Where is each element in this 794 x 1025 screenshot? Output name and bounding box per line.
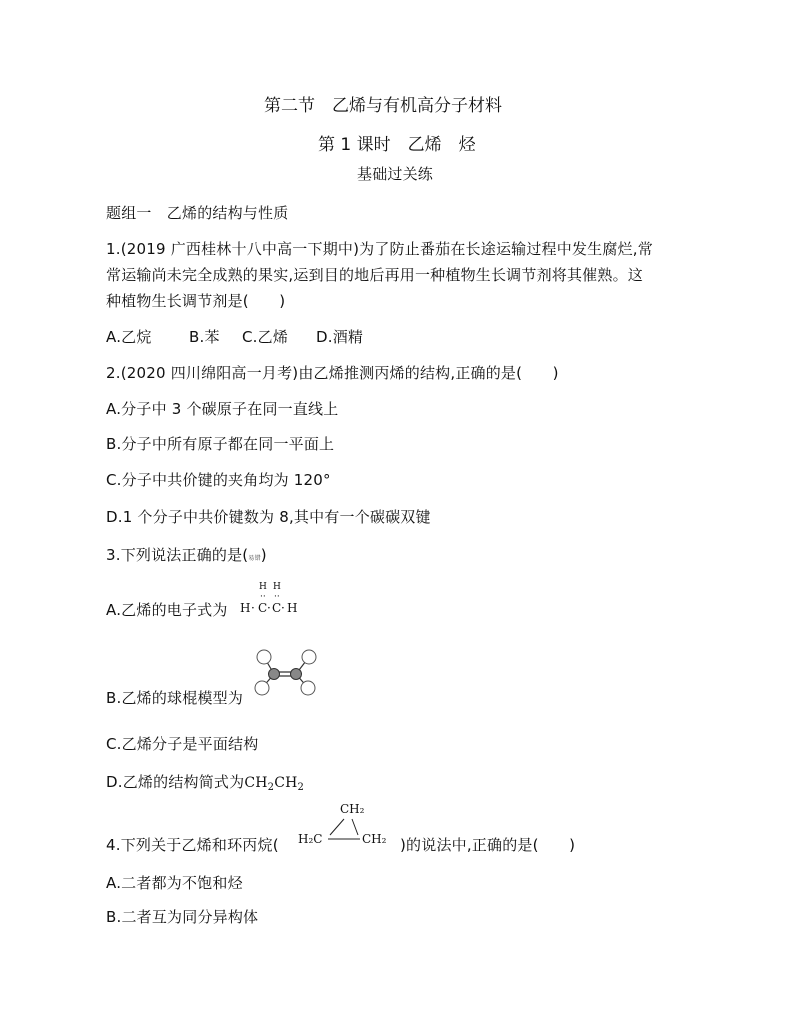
q3-option-d: [106, 771, 304, 793]
q2-option-c: C.分子中共价键的夹角均为 120°: [106, 471, 331, 489]
q1-stem-line1: 1.(2019 广西桂林十八中高一下期中)为了防止番茄在长途运输过程中发生腐烂,常: [106, 240, 653, 258]
q2-option-a: A.分子中 3 个碳原子在同一直线上: [106, 400, 339, 418]
ring-bonds: [296, 802, 404, 852]
c-atom: [291, 669, 302, 680]
q3-stem: [106, 544, 267, 565]
ef-dots-c2: ··: [274, 592, 280, 602]
h-atom: [257, 650, 271, 664]
ring-left-h2c: H₂C: [298, 832, 323, 846]
q3-option-a: A.乙烯的电子式为: [106, 601, 228, 619]
ring-right-ch2: CH₂: [362, 832, 387, 846]
q3-option-c: C.乙烯分子是平面结构: [106, 735, 259, 753]
ethylene-electron-formula: [240, 582, 300, 616]
ef-dot-3: ·: [281, 601, 285, 615]
q4-stem-suffix: )的说法中,正确的是( ): [400, 836, 576, 854]
q1-stem-line3: 种植物生长调节剂是( ): [106, 292, 286, 310]
q2-stem: 2.(2020 四川绵阳高一月考)由乙烯推测丙烯的结构,正确的是( ): [106, 364, 559, 382]
formula-sub: 2: [267, 782, 275, 793]
lesson-title: 第 1 课时 乙烯 烃: [318, 135, 476, 155]
ef-h-top-right: H: [273, 582, 281, 592]
h-atom: [301, 681, 315, 695]
c-atom: [269, 669, 280, 680]
formula-ch: CH: [244, 775, 268, 791]
ef-c2: C: [272, 601, 282, 615]
ring-top-ch2: CH₂: [340, 802, 365, 816]
ef-h-right: H: [287, 601, 298, 615]
ef-c1: C: [258, 601, 268, 615]
q3-stem-suffix: ): [260, 546, 267, 564]
q1-option-a: A.乙烷: [106, 328, 152, 346]
q1-option-d: D.酒精: [316, 328, 364, 346]
q2-option-d: D.1 个分子中共价键数为 8,其中有一个碳碳双键: [106, 508, 431, 526]
q4-option-b: B.二者互为同分异构体: [106, 908, 259, 926]
cyclopropane-structure: [296, 802, 404, 852]
ef-dot-1: ·: [251, 601, 255, 615]
ball-stick-model: [248, 648, 324, 698]
ef-dots-c1: ··: [260, 592, 266, 602]
ef-h-top-left: H: [259, 582, 267, 592]
q1-option-c: C.乙烯: [242, 328, 289, 346]
formula-ch-2: CH: [274, 775, 298, 791]
formula-sub-2: 2: [297, 782, 305, 793]
ch2ch2-formula: [244, 775, 304, 791]
q3-option-b: B.乙烯的球棍模型为: [106, 689, 244, 707]
group-title: 题组一 乙烯的结构与性质: [106, 204, 289, 222]
difficulty-tag: 易错: [248, 555, 261, 562]
h-atom: [302, 650, 316, 664]
ef-h-left: H: [240, 601, 251, 615]
practice-title: 基础过关练: [357, 165, 434, 183]
q1-stem-line2: 常运输尚未完全成熟的果实,运到目的地后再用一种植物生长调节剂将其催熟。这: [106, 266, 643, 284]
h-atom: [255, 681, 269, 695]
q1-option-b: B.苯: [189, 328, 220, 346]
q4-option-a: A.二者都为不饱和烃: [106, 874, 243, 892]
q2-option-b: B.分子中所有原子都在同一平面上: [106, 435, 335, 453]
ef-dot-2: ·: [267, 601, 271, 615]
q3-stem-prefix: 3.下列说法正确的是(: [106, 546, 249, 564]
q4-stem-prefix: 4.下列关于乙烯和环丙烷(: [106, 836, 279, 854]
section-title: 第二节 乙烯与有机高分子材料: [264, 96, 502, 116]
q3-option-d-text: D.乙烯的结构简式为: [106, 773, 245, 791]
